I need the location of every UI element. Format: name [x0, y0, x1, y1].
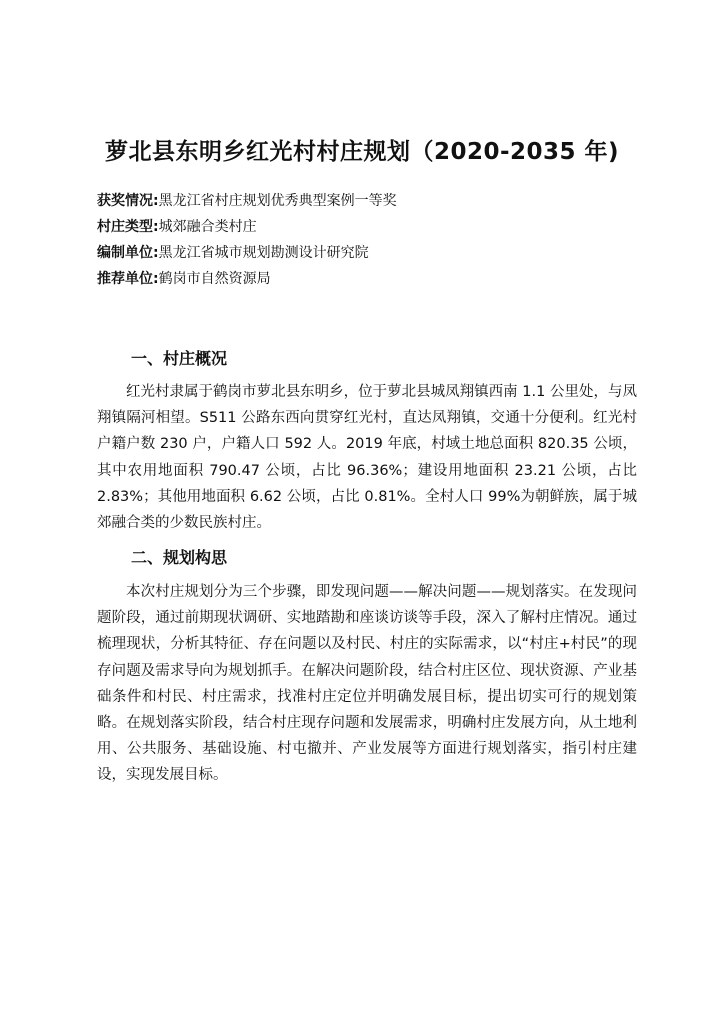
section-heading-overview: 一、村庄概况 — [131, 349, 228, 368]
meta-value: 城郊融合类村庄 — [158, 219, 257, 235]
section-heading-concept: 二、规划构思 — [131, 548, 228, 567]
meta-value: 鹤岗市自然资源局 — [158, 271, 271, 287]
meta-row-recommender — [97, 266, 657, 292]
meta-row-village-type — [97, 214, 657, 240]
meta-row-award — [97, 188, 657, 214]
section-body-concept: 本次村庄规划分为三个步骤，即发现问题——解决问题——规划落实。在发现问题阶段，通过前期现状调研、实地踏勘和座谈访谈等手段，深入了解村庄情况。通过梳理现状，分析其特征、存在问题以及村民、村庄的实际需求，以“村庄+村民”的现存问题及需求导向为规划抓手。在解决问题阶段，结合村庄区位、现状资源、产业基础条件和村民、村庄需求，找准村庄定位并明确发展目标，提出切实可行的规划策略。在规划落实阶段，结合村庄现存问题和发展需求，明确村庄发展方向，从土地利用、公共服务、基础设施、村屯撤并、产业发展等方面进行规划落实，指引村庄建设，实现发展目标。 — [97, 584, 637, 784]
meta-label: 编制单位: — [97, 245, 159, 261]
section-body-overview: 红光村隶属于鹤岗市萝北县东明乡，位于萝北县城凤翔镇西南 1.1 公里处，与凤翔镇隔河相望。S511 公路东西向贯穿红光村，直达凤翔镇，交通十分便利。红光村户籍户数 230 户，户籍人口 592 人。2019 年底，村域土地总面积 820.35 公顷，其中农用地面积 790.47 公顷，占比 96.36%；建设用地面积 23.21 公顷，占比 2.83%；其他用地面积 6.62 公顷，占比 0.81%。全村人口 99%为朝鲜族，属于城郊融合类的少数民族村庄。 — [97, 384, 637, 532]
document-title: 萝北县东明乡红光村村庄规划（2020-2035 年) — [104, 139, 620, 165]
meta-row-compiler — [97, 240, 657, 266]
meta-label: 推荐单位: — [97, 271, 159, 287]
meta-value: 黑龙江省城市规划勘测设计研究院 — [158, 245, 369, 261]
document-meta — [97, 188, 657, 292]
meta-label: 村庄类型: — [97, 219, 159, 235]
meta-value: 黑龙江省村庄规划优秀典型案例一等奖 — [158, 193, 397, 209]
meta-label: 获奖情况: — [97, 193, 159, 209]
